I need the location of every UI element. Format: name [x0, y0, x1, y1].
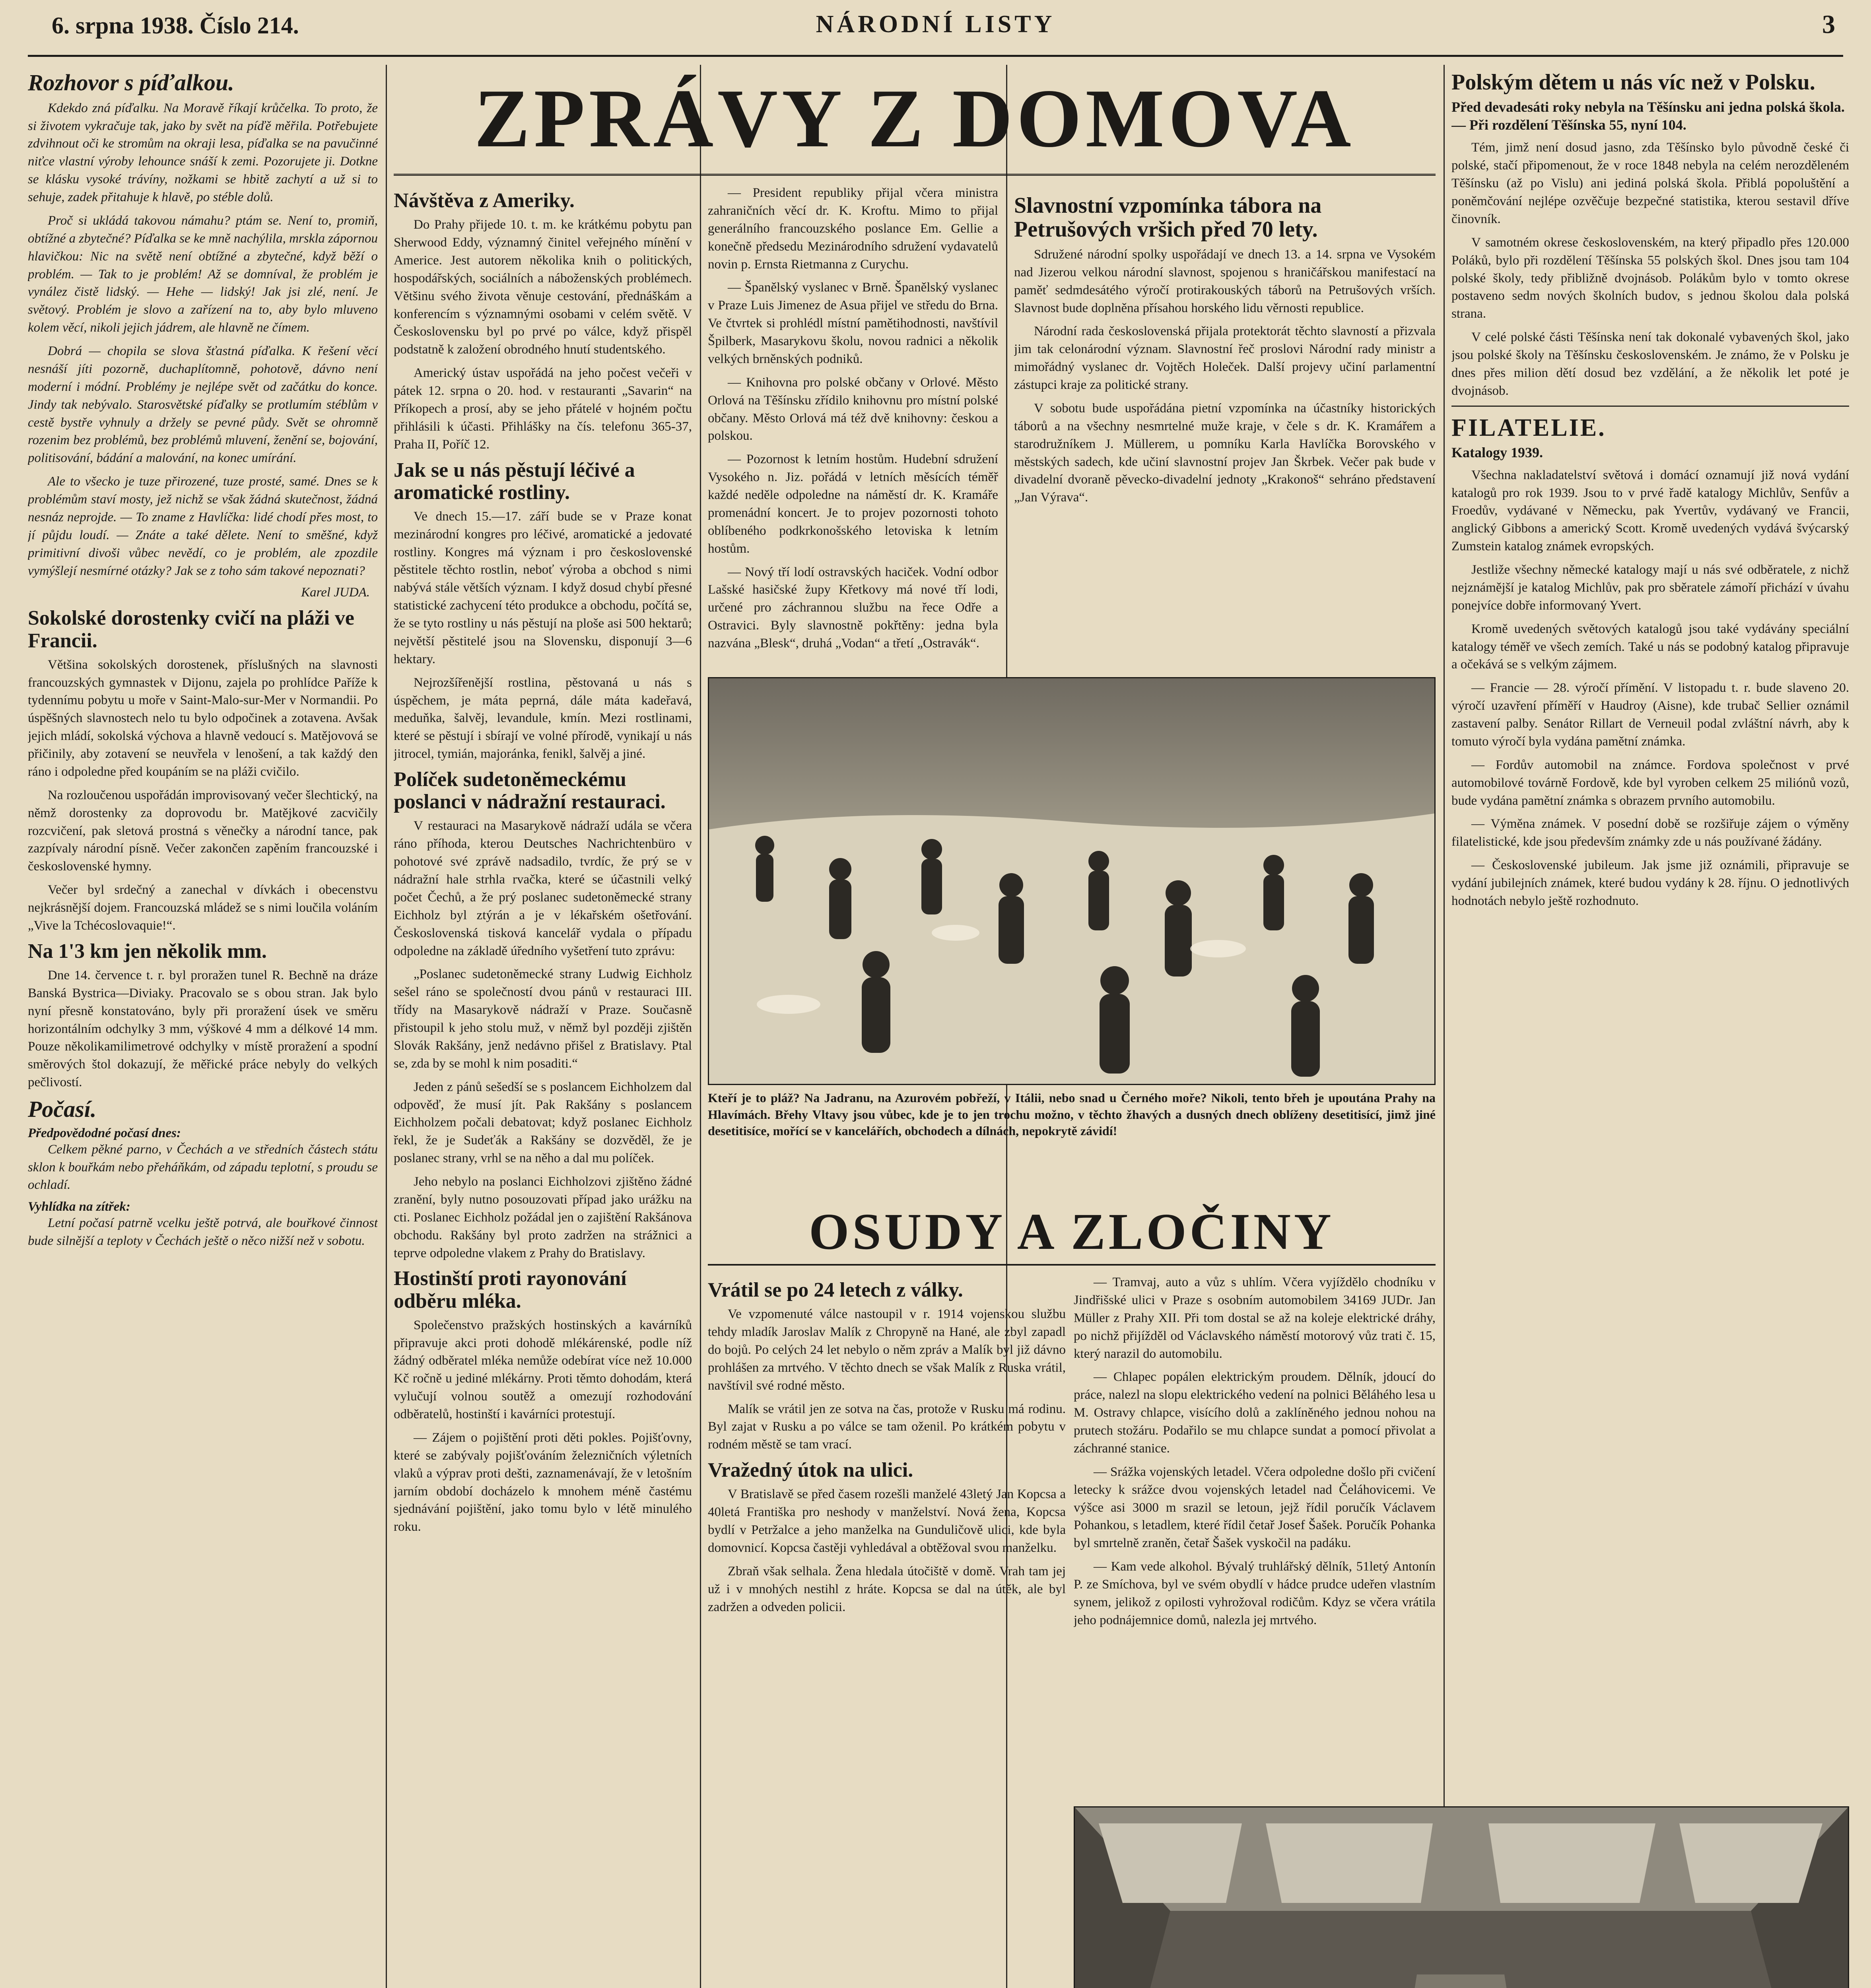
article-paragraph: — Francie — 28. výročí přímění. V listopadu t. r. bude slaveno 20. výročí uzavření příměří v Haudroy (Aisne), kde trubač Sellier oznámil zastavení palby. Senátor Rillart de Verneuil podal zvláštní návrh, aby k tomuto výročí byla vydána pamětní známka.	[1451, 681, 1849, 749]
article-paragraph: — Zájem o pojištění proti děti pokles. Pojišťovny, které se zabývaly pojišťováním železničních výletních vlaků a výprav proti dešti, zaznamenávají, že v letošním jarním období docházelo k mnohem méně častému sjednávání pojištění, jako tomu bylo v létě minulého roku.	[394, 1430, 692, 1534]
philately-title: FILATELIE.	[1451, 414, 1606, 441]
news-item: — Srážka vojenských letadel. Včera odpoledne došlo při cvičení letecky k srážce dvou vojenských letadel nad Čeláhovicemi. Ve výšce asi 3000 m srazil se letoun, jejž řídil poručík Václavem Pohankou, s letadlem, které řídil četař Josef Šašek. Poručík Pohanka byl smrtelně zraněn, četař Šašek vyskočil na padáku.	[1074, 1464, 1436, 1551]
section-banner-block	[394, 65, 1436, 184]
crime-section-banner: OSUDY A ZLOČINY	[708, 1202, 1436, 1266]
news-item: — Nový tří lodí ostravských haciček. Vodní odbor Lašské hasičské župy Křetkovy má nové tří lodi, určené pro záchrannou službu na řece Odře a Ostravici. Byly slavnostně pokřtěny: jedna byla nazvána „Blesk“, druhá „Vodan“ a třetí „Ostravák“.	[708, 565, 998, 650]
column-4	[1014, 188, 1436, 729]
article-paragraph: Kromě uvedených světových katalogů jsou také vydávány speciální katalogy téměř ve všech zemích. Také u nás se podobný katalog připravuje a očekává se s velkým zájmem.	[1451, 621, 1849, 672]
article-paragraph: Tém, jimž není dosud jasno, zda Těšínsko bylo původně české či polské, stačí připomenout, že v roce 1848 nebyla na celém nerozděleném Těšínsku (až po Vislu) ani jediná polská škola. Přiblá popoluštění a poněmčování nejlépe ozvěčuje bezpečné statistika, kterou sestavil dříve činovník.	[1451, 140, 1849, 226]
article-paragraph: Nejrozšířenější rostlina, pěstovaná u nás s úspěchem, je máta peprná, dále máta kadeřavá, meduňka, šalvěj, levandule, kmín. Mezi rostlinami, které se pěstují i sbírají ve volné přírodě, vynikají u nás jitrocel, tymián, majoránka, fenikl, šalvěj a jiné.	[394, 675, 692, 761]
article-paragraph: Americký ústav uspořádá na jeho počest večeři v pátek 12. srpna o 20. hod. v restauranti „Savarin“ na Příkopech a prosí, aby se jeho přátelé v hojném počtu přihlásili k účasti. Přihlášky na čís. telefonu 365-37, Praha II, Poříč 12.	[394, 366, 692, 452]
bus-interior-photo	[1074, 1806, 1849, 1988]
article-paragraph: Sdružené národní spolky uspořádají ve dnech 13. a 14. srpna ve Vysokém nad Jizerou velkou národní slavnost, spojenou s hraničářskou manifestací na paměť sedmdesátého výročí protirakouských táborů na Petrušových vrších. Slavnost bude doplněna přísahou horského lidu věrnosti republice.	[1014, 247, 1436, 315]
bus-article	[1074, 1806, 1849, 1988]
article-title: Hostinští proti rayonování odběru mléka.	[394, 1267, 627, 1312]
article-paragraph: V restauraci na Masarykově nádraží udála se včera ráno příhoda, kterou Deutsches Nachrichtenbüro v pohotové své zprávě nadsadilo, tvrdíc, že prý se v nádražní hale strhla rvačka, které se účastnili velký počet Čechů, a že prý poslanec sudetoněmecké strany Eichholz byl ztýrán a je v lékařském ošetřování. Československá tisková kancelář vydala o případu odpoledne na základě úředního vyšetření tuto zprávu:	[394, 819, 692, 958]
article-paragraph: Ale to všecko je tuze přirozené, tuze prosté, samé. Dnes se k problémům staví mosty, jež nichž se však žádná skutečnost, žádná nesnáz neprojde. — To zname z Havlíčka: lidé chodí přes most, to jí půjdu loudí. — Znáte a také dělete. Není to směšné, když primitivní divoši vůbec nevědí, co je problém, ale zpozdile vymýšlejí nesmírné otázky? Jak se z toho sám takové nepoznati?	[28, 474, 378, 578]
weather-outlook: Letní počasí patrně vcelku ještě potrvá, ale bouřkové činnost bude silnější a teploty v Čechách ještě o něco nižší než v sobotu.	[28, 1216, 378, 1248]
running-header	[28, 7, 1843, 57]
weather-title: Počasí.	[28, 1096, 97, 1122]
article-paragraph: Jestliže všechny německé katalogy mají u nás své odběratele, z nichž nejznámější je katalog Michlův, pak pro sběratele zámoří přichází v úvahu ponejvíce dobře informovaný Yvert.	[1451, 563, 1849, 613]
article-paragraph: Jeden z pánů sešedší se s poslancem Eichholzem dal odpověď, že musí jít. Pak Rakšány s poslancem Eichholzem počali debatovat; když poslanec Eichholz řekl, že je Sudeťák a Rakšány se dozvěděl, že je poslanec strany, vrhl se na něho a dal mu políček.	[394, 1079, 692, 1166]
article-paragraph: Jeho nebylo na poslanci Eichholzovi zjištěno žádné zranění, byly nutno posouzovati případ jako urážku na cti. Poslanec Eichholz požádal jen o zajištění Rakšánova obchodu. Rakšány byl proto zadržen na strážnici a teprve odpoledne vlakem z Prahy do Bratislavy.	[394, 1175, 692, 1260]
news-item: — Chlapec popálen elektrickým proudem. Dělník, jdoucí do práce, nalezl na slopu elektrického vedení na polnici Běláhého lesa u M. Ostravy chlapce, visícího dolů a zaklíněného jednou nohou na prutech stožáru. Podařilo se mu chlapce sundat a pomocí přivolat a záchranné stanice.	[1074, 1370, 1436, 1456]
column-2	[394, 184, 692, 1988]
article-paragraph: — Fordův automobil na známce. Fordova společnost v prvé automobilové továrně Fordově, kde byl vyroben celkem 25 miliónů vozů, bude vydána pamětní známka s obrazem prvního automobilu.	[1451, 757, 1849, 808]
philately-subtitle: Katalogy 1939.	[1451, 444, 1543, 460]
article-title: Slavnostní vzpomínka tábora na Petrušových vršich před 70 lety.	[1014, 193, 1322, 242]
columns	[28, 57, 1849, 1988]
article-paragraph: Společenstvo pražských hostinských a kavárníků připravuje akci proti dohodě mlékárenské, podle níž žádný odběratel mléka nemůže odebírat více než 10.000 Kč ročně u jediné mlékárny. Proti těmto dohodám, která vylučují volnou soutěž a omezují rozhodování odběratelů, hostinští i kavárníci protestují.	[394, 1318, 692, 1422]
article-title: Sokolské dorostenky cvičí na pláži ve Francii.	[28, 607, 355, 652]
article-paragraph: Malík se vrátil jen ze sotva na čas, protože v Rusku má rodinu. Byl zajat v Rusku a po válce se tam oženil. Po krátkém pobytu v rodném městě se tam vrací.	[708, 1402, 1066, 1452]
column-rule	[1444, 65, 1445, 1988]
beach-photo-caption: Kteří je to pláž? Na Jadranu, na Azurovém pobřeží, v Itálii, nebo snad u Černého moře? Nikoli, tento břeh je upoutána Prahy na Hlavímách. Břehy Vltavy jsou vůbec, kde je to jen trochu možno, v těchto žhavých a dusných dnech oblíženy desetitisící, jimž jiné desetitisíce, mořící se v kancelářích, obchodech a dílnách, nepokrytě závidí!	[708, 1091, 1436, 1138]
article-paragraph: „Poslanec sudetoněmecké strany Ludwig Eichholz sešel ráno se společností dvou pánů v restauraci III. třídy na Masarykově nádraží v Praze. Současně přistoupil k jeho stolu muž, v němž byl později zjištěn Slovák Rakšány, jenž nedávno přišel z Bratislavy. Ptal se, zda by se mohl k nim posaditi.“	[394, 967, 692, 1071]
weather-label: Předpovědodné počasí dnes:	[28, 1126, 181, 1140]
news-item: — Španělský vyslanec v Brně. Španělský vyslanec v Praze Luis Jimenez de Asua přijel ve středu do Brna. Ve čtvrtek si prohlédl místní pamětihodnosti, navštívil Špilberk, Masarykovu školu, novou radnici a několik velkých brněnských podniků.	[708, 280, 998, 366]
bus-interior-image	[1075, 1807, 1848, 1988]
article-title: Vrátil se po 24 letech z války.	[708, 1279, 963, 1301]
news-item: — Knihovna pro polské občany v Orlové. Město Orlová na Těšínsku zřídilo knihovnu pro místní polské občany. Město Orlová má též dvě knihovny: českou a polskou.	[708, 375, 998, 443]
article-paragraph: V celé polské části Těšínska není tak dokonalé vybavených škol, jako jsou polské školy na Těšínsku československém. Je známo, že v Polsku je dnes přes milion dětí dosud bez vzdělání, a že několik let poté je dvojnásob.	[1451, 330, 1849, 398]
article-paragraph: Proč si ukládá takovou námahu? ptám se. Není to, promiň, obtížné a zbytečné? Píďalka se ke mně nachýlila, mrskla zápornou hlavičkou: Nic na světě není obtížné a zbytečné, když běží o problém. — Tak to je problém! Až se domníval, že problém je vynález čistě lidský. — Hehe — lidský! Jak jsi zlé, není. Je světový. Problém je slovo a zařízení na to, aby bylo mluveno kolem věcí, nikoli jejich jádrem, ale hlavně ne čímem.	[28, 213, 378, 335]
article-paragraph: Večer byl srdečný a zanechal v dívkách i obecenstvu nejkrásnější dojem. Francouzská mládež se s nimi loučila voláním „Vive la Tchécoslovaquie!“.	[28, 883, 378, 933]
article-paragraph: — Výměna známek. V posední době se rozšiřuje zájem o výměny filatelistické, kde jsou především známky zde u nás používané žádány.	[1451, 817, 1849, 849]
column-4-lower	[1074, 1274, 1436, 1798]
article-title: Vražedný útok na ulici.	[708, 1459, 913, 1482]
news-item: — Pozornost k letním hostům. Hudební sdružení Vysokého n. Jiz. pořádá v letních měsících téměř každé neděle odpoledne na náměstí dr. K. Kramáře promenádní koncert. Je to projev pozornosti tohoto oblíbeného podkrkonošského letoviska k letním hostům.	[708, 452, 998, 556]
article-paragraph: Na rozloučenou uspořádán improvisovaný večer šlechtický, na němž dorostenky za doprovodu br. Matějkové zacvičily rozcvičení, pak sletová prostná s věnečky a národní tance, pak zazpívaly národní písně. Večer zakončen zapěním francouzské i československé hymny.	[28, 788, 378, 874]
article-paragraph: Všechna nakladatelství světová i domácí oznamují již nová vydání katalogů pro rok 1939. Jsou to v prvé řadě katalogy Michlův, Senfův a Froedův, vydávané v Německu, pak Yvertův, vydávaný ve Francii, anglický Gibbons a americký Scott. Kromě uvedených vydává švýcarský Zumstein katalog známek evropských.	[1451, 468, 1849, 554]
beach-photo-block	[708, 677, 1436, 1147]
article-paragraph: Dobrá — chopila se slova šťastná píďalka. K řešení věcí nesnáší jíti pozorně, duchaplítomně, pohotově, dávno není moderní i módní. Problémy je nejlépe svět od začátku do konce. Jindy tak nebývalo. Starosvětské píďalky se protlumím stéblům v cestě bystře vyhnuly a držely se pevné půdy. Svět se ohromně rozenim bez problémů, bez problémů mluvení, ženění se, bojování, politisování, bádání a malování, na konec umírání.	[28, 344, 378, 466]
column-rule	[700, 65, 701, 1988]
beach-crowd-image	[709, 678, 1434, 1084]
weather-forecast: Celkem pěkné parno, v Čechách a ve středních částech státu sklon k bouřkám nebo přeháňkám, od západu teplotní, s proudu se ochladí.	[28, 1142, 378, 1192]
article-signature: Karel JUDA.	[301, 585, 370, 600]
separator	[1451, 406, 1849, 407]
column-6	[1451, 65, 1849, 1751]
article-paragraph: Do Prahy přijede 10. t. m. ke krátkému pobytu pan Sherwood Eddy, významný činitel veřejného mínění v Americe. Jest autorem několika knih o politických, hospodářských, sociálních a náboženských problémech. Většinu svého života věnuje cestování, přednáškám a konferencím s významnými osobami v celém světě. V Československu byl po prvé po válce, když přispěl podstatně k založení obrodného hnutí studentského.	[394, 217, 692, 357]
news-item: — Kam vede alkohol. Bývalý truhlářský dělník, 51letý Antonín P. ze Smíchova, byl ve svém obydlí v hádce prudce udeřen vlastním synem, jelikož z opilosti vyhrožoval rodičům. Kdyz se včera vrátila jeho podnájemnice domů, nalezla jej mrtvého.	[1074, 1559, 1436, 1627]
beach-photo	[708, 677, 1436, 1085]
article-paragraph: Národní rada československá přijala protektorát těchto slavností a přizvala jim tak celonárodní význam. Slavnostní řeč proslovi Národní rady ministr a mimořádný vyslanec dr. Vojtěch Holeček. Další projevy učiní parlamentní zástupci kraje za politické strany.	[1014, 324, 1436, 392]
column-1	[28, 65, 378, 1988]
column-rule	[386, 65, 387, 1988]
masthead: NÁRODNÍ LISTY	[816, 11, 1055, 38]
article-paragraph: Ve vzpomenuté válce nastoupil v r. 1914 vojenskou službu tehdy mladík Jaroslav Malík z Chropyně na Hané, ale zbyl zapadl do bojů. Po celých 24 let nebylo o něm zpráv a Malík byl již dávno prohlášen za mrtvého. V těchto dnech se však Malík z Ruska vrátil, navštívil své rodné město.	[708, 1307, 1066, 1393]
article-paragraph: Zbraň však selhala. Žena hledala útočiště v domě. Vrah tam jej už i v mnohých nestihl z hráte. Kopcsa se dal na útěk, ale byl zadržen a odveden policii.	[708, 1564, 1066, 1614]
article-subtitle: Před devadesáti roky nebyla na Těšínsku ani jedna polská škola. — Při rozdělení Těšínska 55, nyní 104.	[1451, 99, 1845, 133]
news-item: — President republiky přijal včera ministra zahraničních věcí dr. K. Kroftu. Mimo to přijal generálního francouzského poslance Em. Gellie a konečně předsedu Mezinárodního sdružení vydavatelů novin p. Ernsta Rietmanna z Curychu.	[708, 186, 998, 272]
news-item: — Tramvaj, auto a vůz s uhlím. Včera vyjíždělo chodníku v Jindřišské ulici v Praze s osobním automobilem 34169 JUDr. Jan Müller z Prahy XII. Při tom dostal se až na koleje elektrické dráhy, po nichž přijížděl od Václavského náměstí motorový vůz trati č. 15, který narazil do automobilu.	[1074, 1275, 1436, 1361]
crime-banner-block	[708, 1202, 1436, 1272]
section-banner: ZPRÁVY Z DOMOVA	[394, 65, 1436, 176]
article-title: Jak se u nás pěstují léčivé a aromatické rostliny.	[394, 458, 635, 504]
article-paragraph: V samotném okrese československém, na který připadlo přes 120.000 Poláků, bylo při rozdělení Těšínska 55 polských škol. Dnes jsou tam 104 polské školy, tedy přibližně dvojnásob. Polákům bylo v tomto okrese postaveno sedm nových školních budov, s jednou školou dala polská strana.	[1451, 235, 1849, 321]
article-title: Návštěva z Ameriky.	[394, 189, 575, 212]
page-number: 3	[1822, 10, 1835, 39]
article-paragraph: Ve dnech 15.—17. září bude se v Praze konat mezinárodní kongres pro léčivé, aromatické a jedovaté rostliny. Kongres má význam i pro československé pěstitele těchto rostlin, neboť výroba a obchod s nimi nabývá stále větších význam. I když dosud chybí přesné statistické zachycení této produkce a obchodu, počítá se, že se tyto rostliny u nás pěstují na ploše asi 500 hektarů; největší pěstitelé jsou na Slovensku, disponují 3—6 hektary.	[394, 509, 692, 666]
article-paragraph: Většina sokolských dorostenek, příslušných na slavnosti francouzských gymnastek v Dijonu, zajela po prohlídce Paříže k tydennímu pobytu u moře v Saint-Malo-sur-Mer v Normandii. Po úspěšných slavnostech nelo tu bylo odpočinek a zotavena. Avšak jejich mládí, sokolská výchova a hlavně vedoucí s. Matějovová se přičinily, aby zotavení se neuvřela v lenošení, a tak každý den ráno i odpoledne před koupáním se na pláži cvičilo.	[28, 657, 378, 779]
article-paragraph: V Bratislavě se před časem rozešli manželé 43letý Jan Kopcsa a 40letá Františka pro neshody v manželství. Nová žena, Kopcsa bydlí v Petržalce a jeho manželka na Gunduličově ulici, kde byla domovnicí. Kopcsa častěji vyhledával a obtěžoval svou manželku.	[708, 1487, 1066, 1555]
article-title: Políček sudetoněmeckému poslanci v nádražní restauraci.	[394, 768, 666, 813]
article-title: Polským dětem u nás víc než v Polsku.	[1451, 70, 1815, 95]
article-paragraph: — Československé jubileum. Jak jsme již oznámili, připravuje se vydání jubilejních známek, které budou vydány k 28. říjnu. O jednotlivých hodnotách nebylo ještě rozhodnuto.	[1451, 858, 1849, 908]
issue-date: 6. srpna 1938. Číslo 214.	[52, 12, 299, 39]
column-5	[708, 1274, 1066, 1988]
article-title: Rozhovor s píďalkou.	[28, 70, 234, 95]
article-paragraph: V sobotu bude uspořádána pietní vzpomínka na účastníky historických táborů a na všechny nesmrtelné muže kraje, v čele s dr. K. Kramářem a starodružníkem J. Müllerem, u pomníku Karla Havlíčka Borovského v městských sadech, kde učiní slavnostní projev Jan Škrbek. Večer pak bude v divadelní dvoraně pěvecko-divadelní jednoty „Krakonoš“ sehráno představení „Jan Výrava“.	[1014, 401, 1436, 505]
weather-label: Vyhlídka na zítřek:	[28, 1200, 130, 1214]
article-paragraph: Kdekdo zná píďalku. Na Moravě říkají krůčelka. To proto, že si životem vykračuje tak, jako by svět na píďě měřila. Potřebujete zdvihnout oči ke stromům na okraji lesa, píďalka se na pavučinné niťce vlastní výroby lehounce snáší k zemi. Pozorujete ji. Dotkne se klásku vysoké trávíny, nožkami se hbitě zachytí a už si to sehuje, zadek přitahuje k hlavě, po stéble dolů.	[28, 101, 378, 204]
article-paragraph: Dne 14. července t. r. byl proražen tunel R. Bechně na dráze Banská Bystrica—Diviaky. Pracovalo se s obou stran. Jak bylo nyní přesně konstatováno, byly při proražení úsek ve směru horizontálním odchylky 3 mm, výškové 4 mm a délkové 14 mm. Pouze několikamilimetrové odchylky v místě proražení a spodní směrových štol dokazují, že měřické práce nebyly do velkých pečlivostí.	[28, 968, 378, 1090]
article-title: Na 1'3 km jen několik mm.	[28, 940, 267, 963]
